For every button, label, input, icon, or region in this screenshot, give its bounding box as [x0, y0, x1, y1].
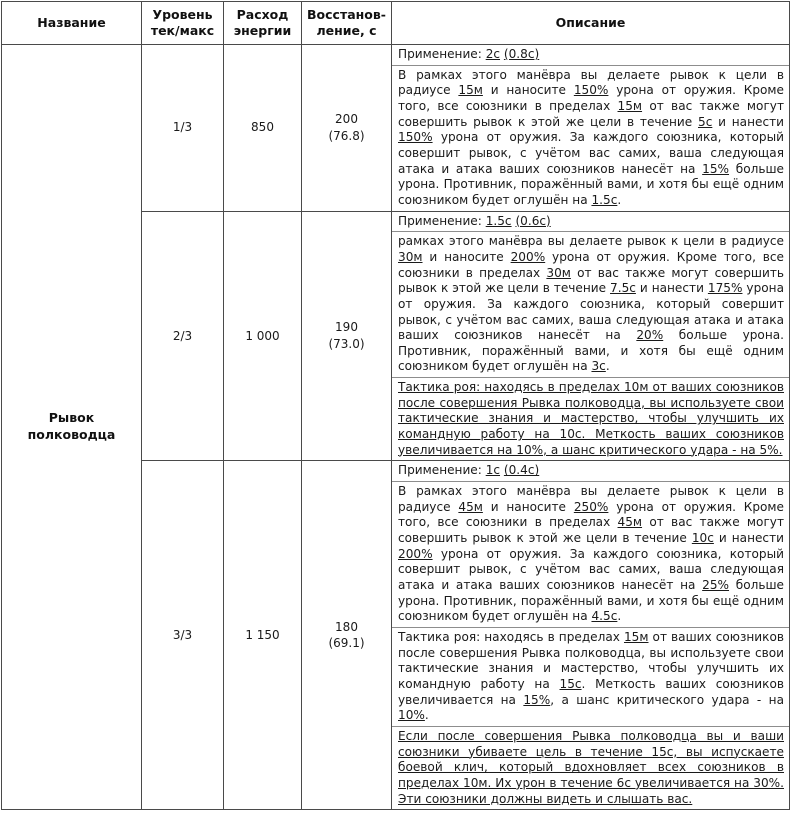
energy-cost-cell: 850	[224, 45, 302, 212]
cast-time-value-alt: (0.6с)	[515, 213, 551, 228]
column-header-level-line-1: Уровень	[152, 7, 213, 22]
ability-name-cell	[2, 45, 142, 810]
description-cell	[392, 211, 790, 461]
column-header-energy-line-1: Расход	[236, 7, 289, 22]
description-stack	[392, 45, 789, 211]
cast-time-paragraph	[392, 461, 789, 482]
ability-table	[1, 1, 790, 810]
description-cell	[392, 45, 790, 212]
swarm-tactics-paragraph: Тактика роя: находясь в пределах 15м от ваших союзников после совершения Рывка полководца, вы используете свои тактические знания и мастерство, чтобы улучшить их командную работу на 15с. Меткость ваших союзников увеличивается на 15%, а шанс критического удара - на 10%.	[392, 628, 789, 727]
cooldown-base: 190	[335, 320, 358, 335]
cooldown-reduced: (73.0)	[328, 336, 365, 351]
column-header-description-line-1: Описание	[555, 15, 626, 30]
cooldown-cell	[302, 461, 392, 810]
table-body	[2, 45, 790, 810]
swarm-tactics-paragraph: Тактика роя: находясь в пределах 10м от ваших союзников после совершения Рывка полководца, вы используете свои тактические знания и мастерство, чтобы улучшить их командную работу на 10с. Меткость ваших союзников увеличивается на 10%, а шанс критического удара - на 5%.	[398, 380, 784, 457]
cast-time-value: 2с	[485, 47, 501, 61]
description-stack	[392, 461, 789, 809]
header-row	[2, 2, 790, 45]
description-stack	[392, 212, 789, 461]
column-header-energy-line-2: энергии	[233, 23, 292, 38]
column-header-description	[392, 2, 790, 45]
effect-paragraph: В рамках этого манёвра вы делаете рывок к цели в радиусе 45м и наносите 250% урона от оружия. Кроме того, все союзники в пределах 45м от вас также могут совершить рывок к этой же цели в течение 10с и нанести 200% урона от оружия. За каждого союзника, который совершит рывок, с учётом вас самих, ваша следующая атака и атака ваших союзников нанесёт на 25% больше урона. Противник, поражённый вами, и хотя бы ещё одним союзником будет оглушён на 4.5с.	[392, 482, 789, 628]
cast-time-label: Применение:	[398, 463, 482, 478]
cast-time-value: 1.5с	[485, 213, 512, 228]
column-header-name-line-1: Название	[37, 15, 106, 30]
battle-cry-paragraph: Если после совершения Рывка полководца вы и ваши союзники убиваете цель в течение 15с, вы испускаете боевой клич, который вдохновляет всех союзников в пределах 10м. Их урон в течение 6с увеличивается на 30%. Эти союзники должны видеть и слышать вас.	[398, 728, 784, 806]
level-cell: 2/3	[142, 211, 224, 461]
cast-time-label: Применение:	[398, 213, 482, 228]
table-row	[2, 45, 790, 212]
cooldown-base: 200	[335, 111, 358, 126]
cast-time-paragraph	[392, 212, 789, 233]
cooldown-reduced: (69.1)	[328, 636, 365, 651]
column-header-name	[2, 2, 142, 45]
table-header	[2, 2, 790, 45]
cast-time-value: 1с	[485, 463, 501, 478]
cooldown-cell	[302, 45, 392, 212]
cast-time-paragraph	[392, 45, 789, 66]
level-cell: 1/3	[142, 45, 224, 212]
cooldown-cell	[302, 211, 392, 461]
cooldown-base: 180	[335, 619, 358, 634]
column-header-cooldown-line-1: Восстанов-	[307, 7, 386, 22]
column-header-level-line-2: тек/макс	[150, 23, 215, 38]
column-header-level	[142, 2, 224, 45]
level-cell: 3/3	[142, 461, 224, 810]
ability-name-line-1: Рывок	[48, 410, 95, 426]
cast-time-label: Применение:	[398, 47, 482, 61]
effect-paragraph: рамках этого манёвра вы делаете рывок к цели в радиусе 30м и наносите 200% урона от оружия. Кроме того, все союзники в пределах 30м от вас также могут совершить рывок к этой же цели в течение 7.5с и нанести 175% урона от оружия. За каждого союзника, который совершит рывок, с учётом вас самих, ваша следующая атака и атака ваших союзников нанесёт на 20% больше урона. Противник, поражённый вами, и хотя бы ещё одним союзником будет оглушён на 3с.	[392, 232, 789, 378]
cast-time-value-alt: (0.8с)	[503, 47, 540, 61]
column-header-cooldown	[302, 2, 392, 45]
cooldown-reduced: (76.8)	[328, 128, 365, 143]
ability-name-line-2: полководца	[27, 427, 116, 443]
energy-cost-cell: 1 000	[224, 211, 302, 461]
column-header-energy	[224, 2, 302, 45]
energy-cost-cell: 1 150	[224, 461, 302, 810]
effect-paragraph: В рамках этого манёвра вы делаете рывок к цели в радиусе 15м и наносите 150% урона от оружия. Кроме того, все союзники в пределах 15м от вас также могут совершить рывок к этой же цели в течение 5с и нанести 150% урона от оружия. За каждого союзника, который совершит рывок, с учётом вас самих, ваша следующая атака и атака ваших союзников нанесёт на 15% больше урона. Противник, поражённый вами, и хотя бы ещё одним союзником будет оглушён на 1.5с.	[398, 67, 784, 207]
column-header-cooldown-line-2: ление, с	[316, 23, 377, 38]
cast-time-value-alt: (0.4с)	[503, 463, 540, 478]
description-cell	[392, 461, 790, 810]
